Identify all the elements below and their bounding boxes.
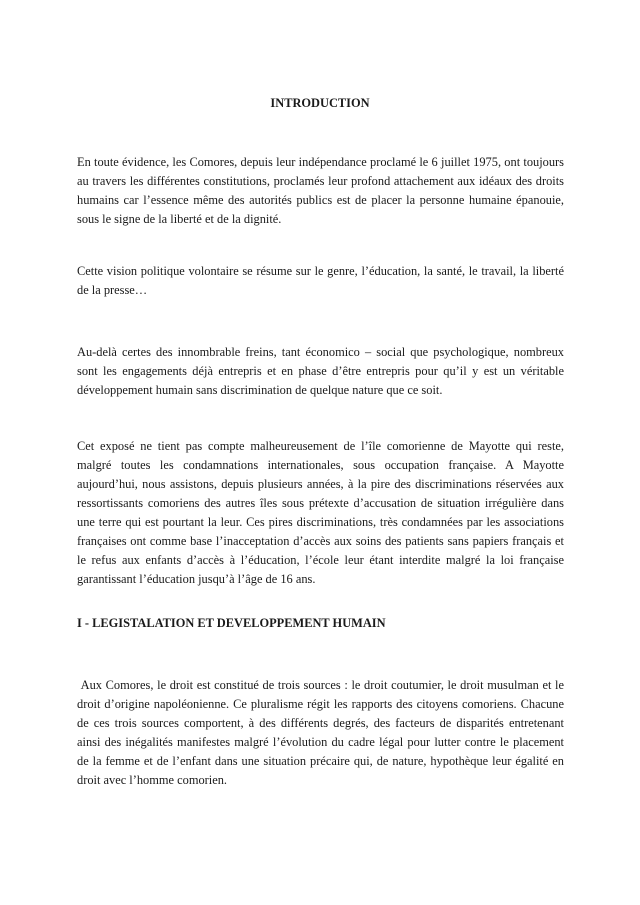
paragraph-engagements: Au-delà certes des innombrable freins, tant économico – social que psychologique, nombreux sont les engagements déjà entrepris et en phase d’être entrepris pour qu’il y est un véritable développement humain sans discrimination de quelque nature que ce soit. [77, 345, 564, 397]
paragraph-vision: Cette vision politique volontaire se résume sur le genre, l’éducation, la santé, le travail, la liberté de la presse… [77, 264, 564, 297]
paragraph-independence: En toute évidence, les Comores, depuis leur indépendance proclamé le 6 juillet 1975, ont toujours au travers les différentes constitutions, proclamés leur profond attachement aux idéaux des droits humains car l’essence même des autorités publics est de placer la personne humaine épanouie, sous le signe de la liberté et de la dignité. [77, 155, 564, 226]
paragraph-mayotte: Cet exposé ne tient pas compte malheureusement de l’île comorienne de Mayotte qui reste, malgré toutes les condamnations internationales, sous occupation française. A Mayotte aujourd’hui, nous assistons, depuis plusieurs années, à la pire des discriminations réservées aux ressortissants comoriens des autres îles sous prétexte d’accusation de situation irrégulière dans une terre qui est pourtant la leur. Ces pires discriminations, très condamnées par les associations françaises ont comme base l’inacceptation d’accès aux soins des patients sans papiers français et le refus aux enfants d’accès à l’éducation, l’école leur étant interdite malgré la loi française garantissant l’éducation jusqu’à l’âge de 16 ans. [77, 439, 564, 586]
section-heading: I - LEGISTALATION ET DEVELOPPEMENT HUMAIN [77, 616, 386, 630]
paragraph-legislation: Aux Comores, le droit est constitué de trois sources : le droit coutumier, le droit musulman et le droit d’origine napoléonienne. Ce pluralisme régit les rapports des citoyens comoriens. Chacune de ces trois sources comportent, à des différents degrés, des facteurs de disparités entretenant ainsi des inégalités manifestes malgré l’évolution du cadre légal pour lutter contre le placement de la femme et de l’enfant dans une situation précaire qui, de nature, hypothèque leur égalité en droit avec l’homme comorien. [77, 678, 568, 787]
page-title: INTRODUCTION [270, 96, 370, 110]
